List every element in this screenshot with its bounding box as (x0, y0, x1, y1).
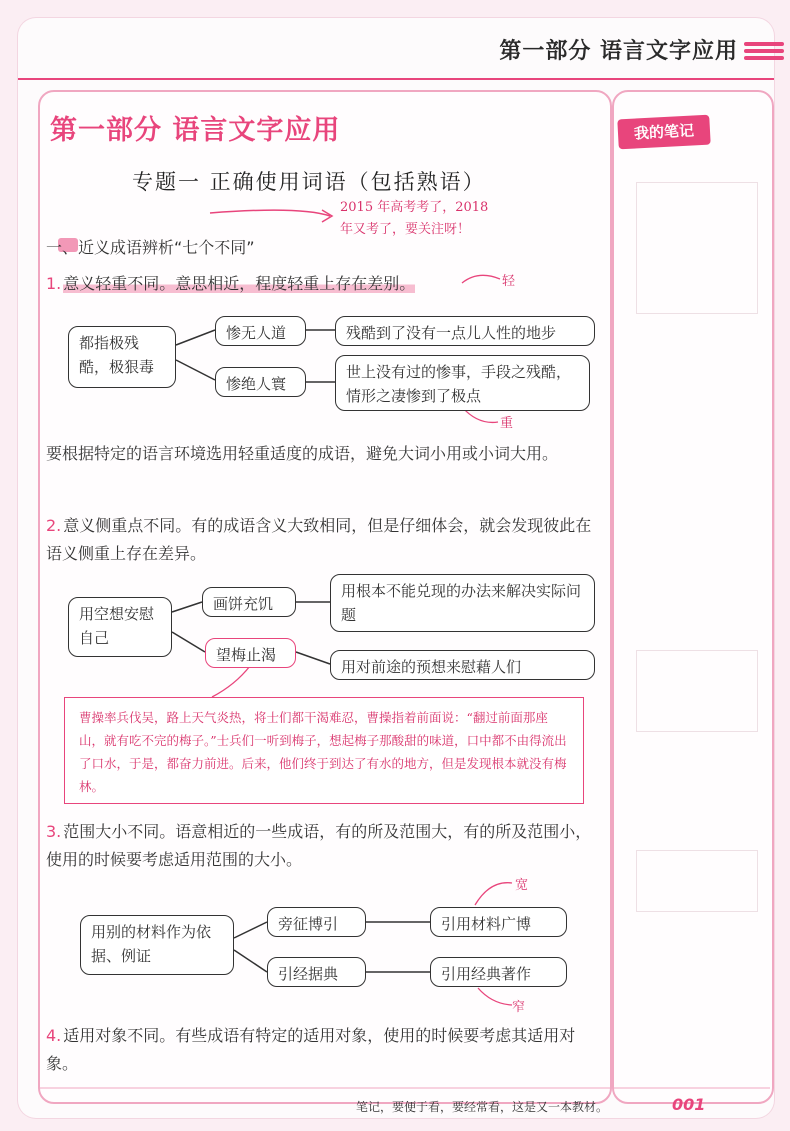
story-box: 曹操率兵伐吴，路上天气炎热，将士们都干渴难忍，曹操指着前面说：“翻过前面那座山，就有吃不完的梅子。”士兵们一听到梅子，想起梅子那酸甜的味道，口中都不由得流出了口水，于是，都奋力前进。后来，他们终于到达了有水的地方，但是发现根本就没有梅林。 (64, 697, 584, 804)
part-title: 第一部分 语言文字应用 (50, 115, 341, 146)
margin-note-line1: 2015 年高考考了，2018 (340, 200, 489, 215)
item4-text: 适用对象不同。有些成语有特定的适用对象，使用的时候要考虑其适用对象。 (46, 1026, 576, 1073)
topic-title: 专题一 正确使用词语（包括熟语） (132, 170, 486, 194)
item2-number: 2. (46, 516, 62, 535)
para-after-item1: 要根据特定的语言环境选用轻重适度的成语，避免大词小用或小词大用。 (46, 444, 559, 463)
notes-tag: 我的笔记 (617, 115, 710, 150)
diagram2-b-desc: 用对前途的预想来慰藉人们 (330, 650, 595, 680)
diagram2-a: 画饼充饥 (202, 587, 296, 617)
item3-paragraph (46, 818, 596, 874)
item1-number: 1. (46, 274, 62, 293)
diagram2-a-desc: 用根本不能兑现的办法来解决实际问题 (330, 574, 595, 632)
item4-number: 4. (46, 1026, 62, 1045)
diagram1-b: 惨绝人寰 (215, 367, 306, 397)
header-title: 第一部分 语言文字应用 (499, 39, 738, 64)
diagram1-root: 都指极残酷，极狠毒 (68, 326, 176, 388)
page-number: 001 (672, 1095, 706, 1114)
heavy-label: 重 (500, 416, 514, 431)
item2-paragraph (46, 512, 596, 568)
diagram3-b: 引经据典 (267, 957, 366, 987)
item4-paragraph (46, 1022, 596, 1078)
item3-text: 范围大小不同。语意相近的一些成语，有的所及范围大，有的所及范围小，使用的时候要考虑适用范围的大小。 (46, 822, 592, 869)
diagram1-b-desc: 世上没有过的惨事，手段之残酷，情形之凄惨到了极点 (335, 355, 590, 411)
item1-text: 意义轻重不同。意思相近，程度轻重上存在差别。 (63, 274, 416, 293)
diagram3-b-desc: 引用经典著作 (430, 957, 567, 987)
narrow-label: 窄 (512, 1000, 526, 1015)
diagram3-a: 旁征博引 (267, 907, 366, 937)
diagram1-a-desc: 残酷到了没有一点儿人性的地步 (335, 316, 595, 346)
diagram1-a: 惨无人道 (215, 316, 306, 346)
diagram2-root: 用空想安慰自己 (68, 597, 172, 657)
wide-label: 宽 (515, 878, 529, 893)
diagram2-b: 望梅止渴 (205, 638, 296, 668)
item3-number: 3. (46, 822, 62, 841)
margin-note-line2: 年又考了，要关注呀！ (340, 222, 471, 237)
diagram3-root: 用别的材料作为依据、例证 (80, 915, 234, 975)
footer-text: 笔记，要便于看，要经常看，这是又一本教材。 (356, 1100, 609, 1114)
light-label: 轻 (502, 274, 516, 289)
diagram3-a-desc: 引用材料广博 (430, 907, 567, 937)
section1-heading: 一、近义成语辨析“七个不同” (46, 238, 255, 257)
item2-text: 意义侧重点不同。有的成语含义大致相同，但是仔细体会，就会发现彼此在语义侧重上存在差异。 (46, 516, 592, 563)
